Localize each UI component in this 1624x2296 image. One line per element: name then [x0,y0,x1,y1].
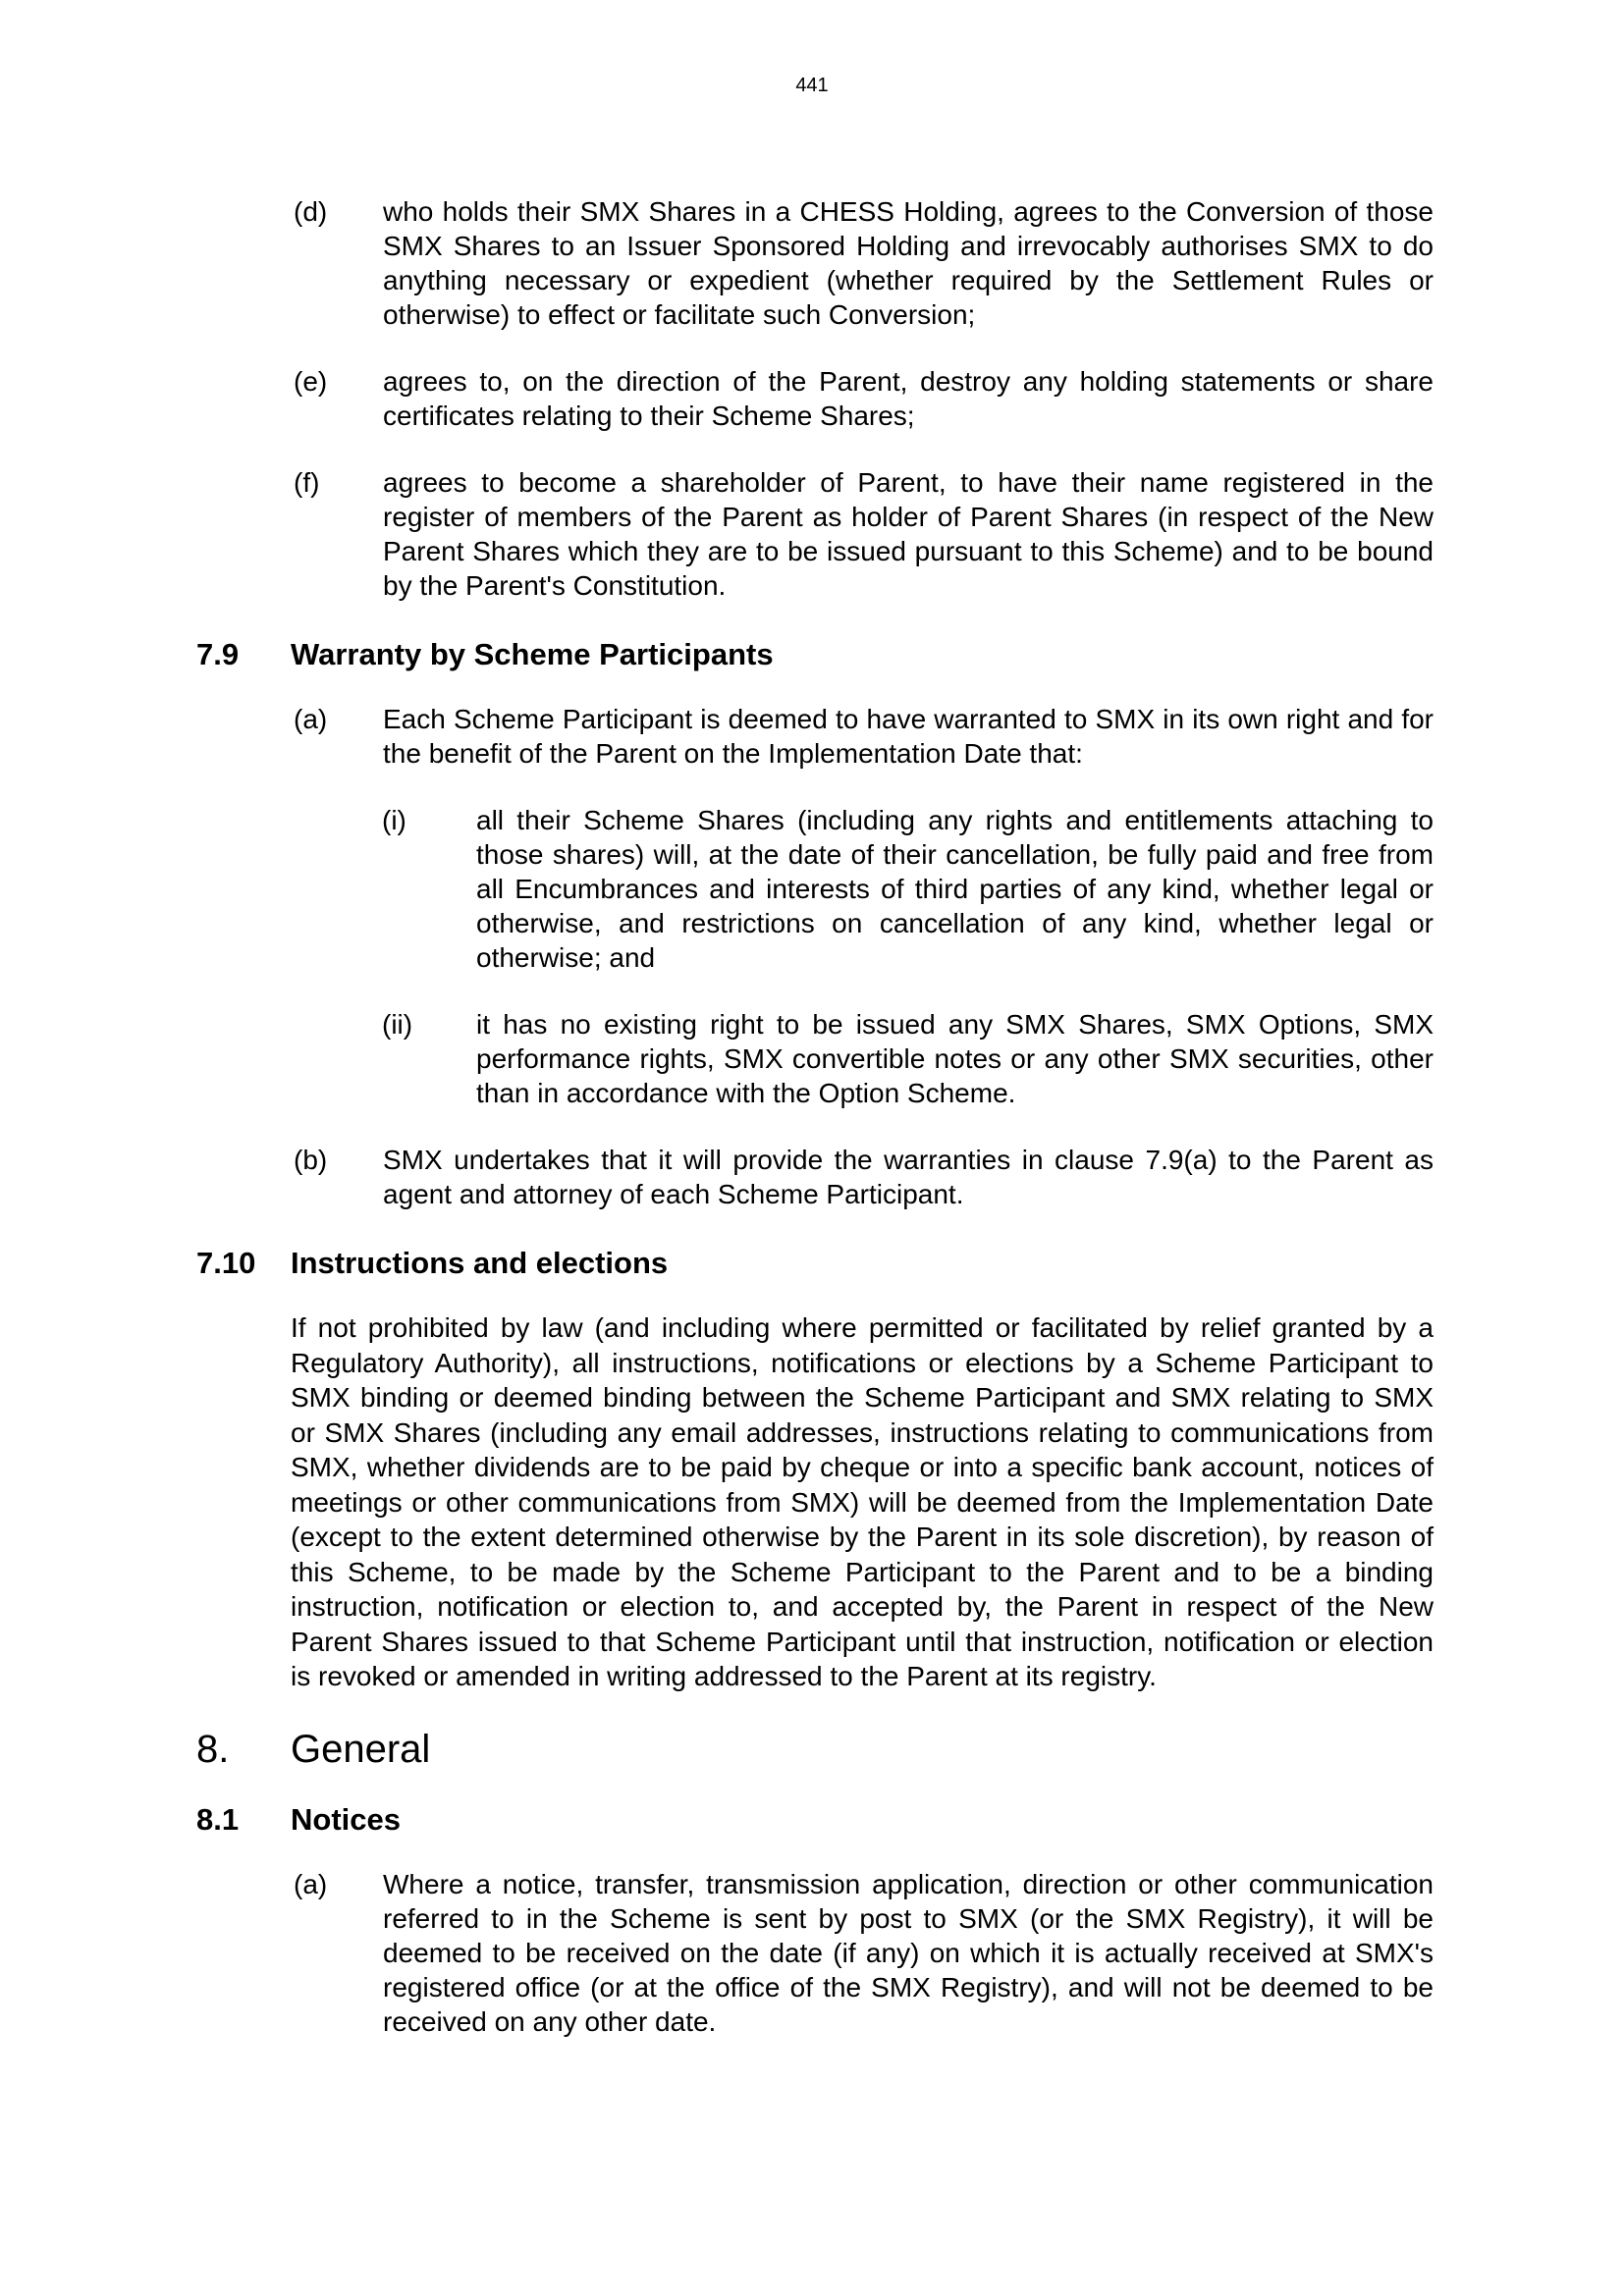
section-heading-7-9 [196,635,1624,674]
clause-item-e [294,364,1434,433]
page-number: 441 [795,75,829,96]
clause-item-7-9-b [294,1143,1434,1211]
clause-text: who holds their SMX Shares in a CHESS Holding, agrees to the Conversion of those SMX Shares to an Issuer Sponsored Holding and irrevocably authorises SMX to do anything necessary or expedient (whether required by the Settlement Rules or otherwise) to effect or facilitate such Conversion; [383,196,1434,330]
section-number: 8. [196,1727,230,1771]
section-heading-8 [196,1726,1624,1773]
clause-label: (a) [294,704,328,734]
clause-label: (f) [294,467,320,498]
clause-item-8-1-a [294,1867,1434,2039]
section-title: General [291,1727,431,1771]
clause-item-7-9-a [294,702,1434,771]
clause-label: (d) [294,196,328,227]
section-number: 7.10 [196,1246,256,1280]
clause-label: (a) [294,1868,328,1899]
subclause-text: it has no existing right to be issued any SMX Shares, SMX Options, SMX performance rights, SMX convertible notes or any other SMX securities, other than in accordance with the Option Scheme. [476,1009,1434,1108]
clause-text: agrees to become a shareholder of Parent, to have their name registered in the register of members of the Parent as holder of Parent Shares (in respect of the New Parent Shares which they are to be issued pursuant to this Scheme) and to be bound by the Parent's Constitution. [383,467,1434,601]
section-number: 7.9 [196,637,240,671]
section-title: Notices [291,1801,401,1837]
subclause-label: (ii) [382,1009,413,1040]
subclause-text: all their Scheme Shares (including any rights and entitlements attaching to those shares) will, at the date of their cancellation, be fully paid and free from all Encumbrances and interests of third parties of any kind, whether legal or otherwise, and restrictions on cancellation of any kind, whether legal or otherwise; and [476,805,1434,973]
section-heading-7-10 [196,1244,1624,1283]
clause-text: Each Scheme Participant is deemed to have warranted to SMX in its own right and for the benefit of the Parent on the Implementation Date that: [383,704,1434,769]
clause-item-f [294,465,1434,603]
clause-text: Where a notice, transfer, transmission application, direction or other communication referred to in the Scheme is sent by post to SMX (or the SMX Registry), it will be deemed to be received on the date (if any) on which it is actually received at SMX's registered office (or at the office of the SMX Registry), and will not be deemed to be received on any other date. [383,1868,1434,2037]
section-number: 8.1 [196,1801,240,1837]
clause-label: (b) [294,1145,328,1175]
section-title: Warranty by Scheme Participants [291,637,774,671]
subclause-item-ii [382,1007,1434,1110]
clause-text: agrees to, on the direction of the Parent, destroy any holding statements or share certificates relating to their Scheme Shares; [383,366,1434,431]
clause-item-d [294,194,1434,332]
subclause-item-i [382,803,1434,975]
clause-label: (e) [294,366,328,397]
section-paragraph-7-10: If not prohibited by law (and including where permitted or facilitated by relief granted by a Regulatory Authority), all instructions, notifications or elections by a Scheme Participant to SMX binding or deemed binding between the Scheme Participant and SMX relating to SMX or SMX Shares (including any email addresses, instructions relating to communications from SMX, whether dividends are to be paid by cheque or into a specific bank account, notices of meetings or other communications from SMX) will be deemed from the Implementation Date (except to the extent determined otherwise by the Parent in its sole discretion), by reason of this Scheme, to be made by the Scheme Participant to the Parent and to be a binding instruction, notification or election to, and accepted by, the Parent in respect of the New Parent Shares issued to that Scheme Participant until that instruction, notification or election is revoked or amended in writing addressed to the Parent at its registry. [291,1312,1434,1691]
document-body [0,194,1624,2071]
section-title: Instructions and elections [291,1246,669,1280]
section-heading-8-1 [196,1800,1624,1840]
subclause-label: (i) [382,805,406,835]
clause-text: SMX undertakes that it will provide the warranties in clause 7.9(a) to the Parent as agent and attorney of each Scheme Participant. [383,1145,1434,1209]
